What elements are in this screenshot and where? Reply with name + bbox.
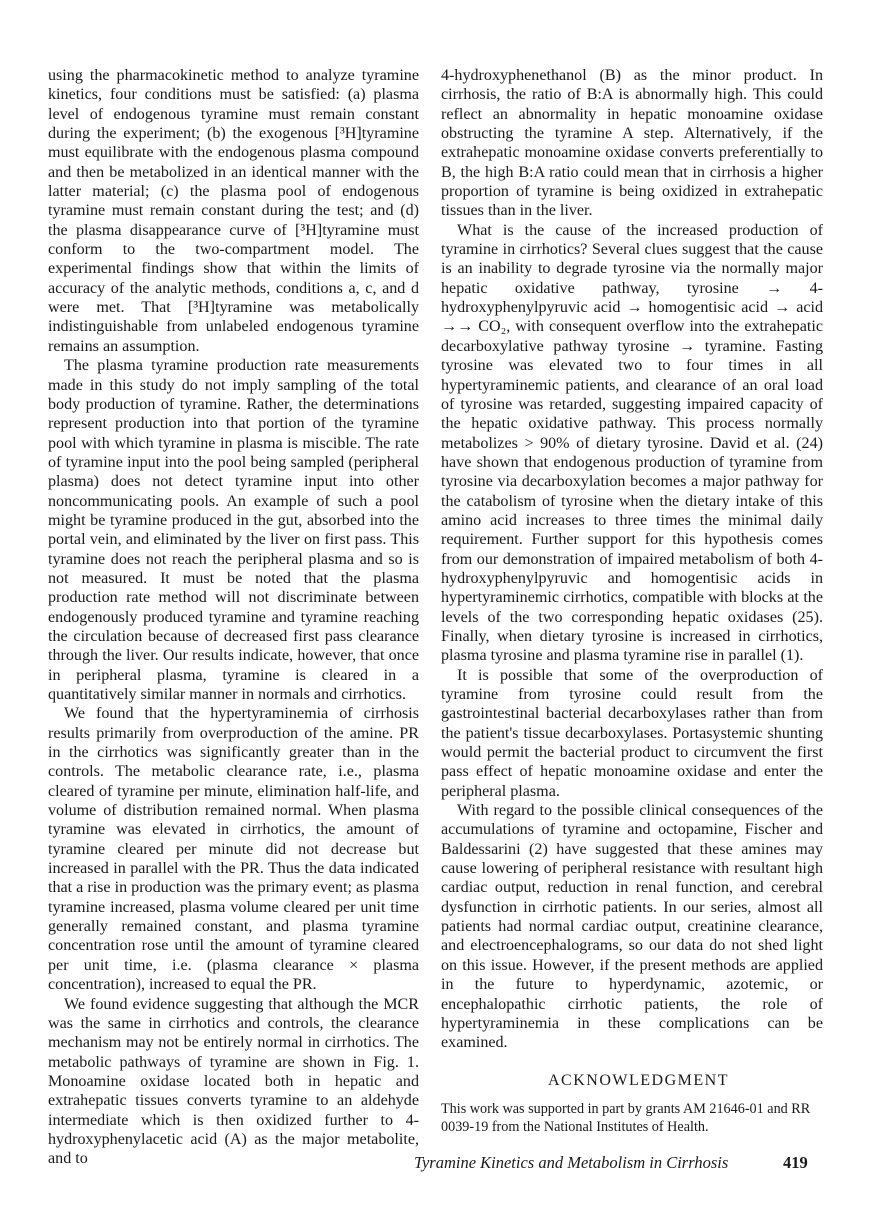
acknowledgment-text: This work was supported in part by grants AM 21646-01 and RR 0039-19 from the National Institutes of Health.: [441, 1101, 811, 1135]
paragraph: using the pharmacokinetic method to analyze tyramine kinetics, four conditions must be satisfied: (a) plasma level of endogenous tyramine must remain constant during the experiment; (b) the exogenous [³H]tyramine must equilibrate with the endogenous plasma compound and then be metabolized in an identical manner with the latter material; (c) the plasma pool of endogenous tyramine must remain constant during the test; and (d) the plasma disappearance curve of [³H]tyramine must conform to the two-compartment model. The experimental findings show that within the limits of accuracy of the analytic methods, conditions a, c, and d were met. That [³H]tyramine was metabolically indistinguishable from unlabeled endogenous tyramine remains an assumption.: [48, 67, 419, 355]
right-column: [441, 66, 823, 1053]
paragraph: We found that the hypertyraminemia of cirrhosis results primarily from overproduction of the amine. PR in the cirrhotics was significantly greater than in the controls. The metabolic clearance rate, i.e., plasma cleared of tyramine per minute, elimination half-life, and volume of distribution remained normal. When plasma tyramine was elevated in cirrhotics, the amount of tyramine cleared per minute did not decrease but increased in parallel with the PR. Thus the data indicated that a rise in production was the primary event; as plasma tyramine increased, plasma volume cleared per unit time generally remained constant, and plasma tyramine concentration rose until the amount of tyramine cleared per unit time, i.e. (plasma clearance × plasma concentration), increased to equal the PR.: [48, 705, 419, 994]
paragraph: With regard to the possible clinical consequences of the accumulations of tyramine and octopamine, Fischer and Baldessarini (2) have suggested that these amines may cause lowering of peripheral resistance with resultant high cardiac output, reduction in renal function, and cerebral dysfunction in cirrhotic patients. In our series, almost all patients had normal cardiac output, creatinine clearance, and electroencephalograms, so our data do not shed light on this issue. However, if the present methods are applied in the future to hyperdynamic, azotemic, or encephalopathic cirrhotic patients, the role of hypertyraminemia in these complications can be examined.: [441, 802, 823, 1052]
paragraph: What is the cause of the increased production of tyramine in cirrhotics? Several clues suggest that the cause is an inability to degrade tyrosine via the normally major hepatic oxidative pathway, tyrosine → 4-hydroxyphenylpyruvic acid → homogentisic acid → acid →→ CO₂, with consequent overflow into the extrahepatic decarboxylative pathway tyrosine → tyramine. Fasting tyrosine was elevated two to four times in all hypertyraminemic patients, and clearance of an oral load of tyrosine was retarded, suggesting impaired capacity of the hepatic oxidative pathway. This process normally metabolizes > 90% of dietary tyrosine. David et al. (24) have shown that endogenous production of tyramine from tyrosine via decarboxylation becomes a major pathway for the catabolism of tyrosine when the dietary intake of this amino acid increases to three times the minimal daily requirement. Further support for this hypothesis comes from our demonstration of impaired metabolism of both 4-hydroxyphenylpyruvic and homogentisic acids in hypertyraminemic cirrhotics, compatible with blocks at the levels of the two corresponding hepatic oxidases (25). Finally, when dietary tyrosine is increased in cirrhotics, plasma tyrosine and plasma tyramine rise in parallel (1).: [441, 221, 823, 665]
paragraph: It is possible that some of the overproduction of tyramine from tyrosine could result from the gastrointestinal bacterial decarboxylases rather than from the patient's tissue decarboxylases. Portasystemic shunting would permit the bacterial product to circumvent the first pass effect of hepatic monoamine oxidase and enter the peripheral plasma.: [441, 666, 823, 800]
left-column: [48, 66, 419, 1169]
paragraph: We found evidence suggesting that although the MCR was the same in cirrhotics and controls, the clearance mechanism may not be entirely normal in cirrhotics. The metabolic pathways of tyramine are shown in Fig. 1. Monoamine oxidase located both in hepatic and extrahepatic tissues converts tyramine to an aldehyde intermediate which is then oxidized further to 4-hydroxyphenylacetic acid (A) as the major metabolite, and to: [48, 995, 419, 1168]
paragraph: 4-hydroxyphenethanol (B) as the minor product. In cirrhosis, the ratio of B:A is abnormally high. This could reflect an abnormality in hepatic monoamine oxidase obstructing the tyramine A step. Alternatively, if the extrahepatic monoamine oxidase converts preferentially to B, the high B:A ratio could mean that in cirrhosis a higher proportion of tyramine is being oxidized in extrahepatic tissues than in the liver.: [441, 67, 823, 220]
paragraph: The plasma tyramine production rate measurements made in this study do not imply sampling of the total body production of tyramine. Rather, the determinations represent production into that portion of the tyramine pool with which tyramine in plasma is miscible. The rate of tyramine input into the pool being sampled (peripheral plasma) does not detect tyramine input into other noncommunicating pools. An example of such a pool might be tyramine produced in the gut, absorbed into the portal vein, and eliminated by the liver on first pass. This tyramine does not reach the peripheral plasma and so is not measured. It must be noted that the plasma production rate method will not discriminate between endogenously produced tyramine and tyramine reaching the circulation because of decreased first pass clearance through the liver. Our results indicate, however, that once in peripheral plasma, tyramine is cleared in a quantitatively similar manner in normals and cirrhotics.: [48, 357, 419, 703]
running-title: Tyramine Kinetics and Metabolism in Cirrhosis: [414, 1153, 729, 1172]
acknowledgment-heading: ACKNOWLEDGMENT: [548, 1072, 729, 1089]
page-number: 419: [783, 1153, 808, 1172]
